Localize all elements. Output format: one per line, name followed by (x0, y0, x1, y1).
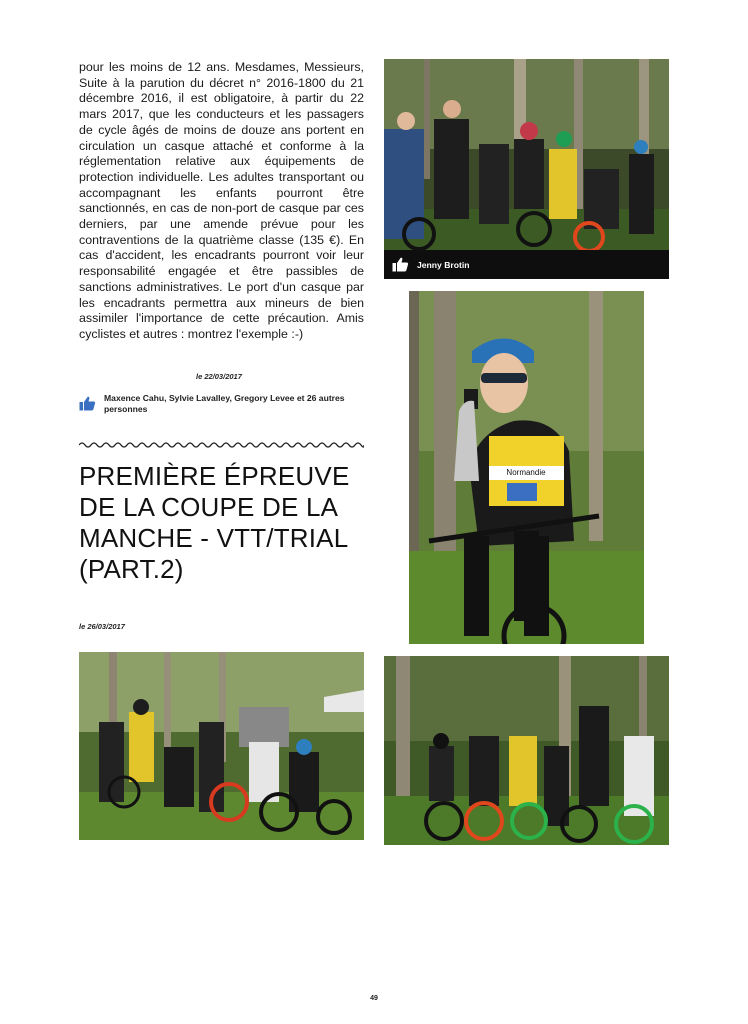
thumbs-up-icon[interactable] (392, 257, 409, 272)
jersey-text: Normandie (506, 468, 546, 477)
likes-row (79, 393, 364, 415)
article-title: PREMIÈRE ÉPREUVE DE LA COUPE DE LA MANCHE - VTT/TRIAL (PART.2) (79, 461, 350, 584)
photo-caption-name: Jenny Brotin (417, 259, 470, 270)
thumbs-up-icon[interactable] (79, 396, 96, 411)
photo-boy-helmet[interactable] (409, 291, 644, 644)
article-paragraph: pour les moins de 12 ans. Mesdames, Messieurs, Suite à la parution du décret n° 2016-1800 du 21 décembre 2016, il est obligatoire, à partir du 22 mars 2017, que les conducteurs et les passagers de cycle âgés de moins de douze ans portent en circulation un casque attaché et conforme à la réglementation relative aux équipements de protection individuelle. Les adultes transportant ou accompagnant les enfants pourront être sanctionnés, en cas de non-port de casque par ces derniers, par une amende prévue pour les contraventions de la quatrième classe (135 €). En cas d'accident, les encadrants pourront voir leur responsabilité engagée et être passibles de sanctions administratives. Le port d'un casque par les encadrants permettra aux mineurs de bien assimiler l'importance de cette précaution. Amis cyclistes et autres : montrez l'exemple :-) (79, 60, 364, 341)
likes-names: Maxence Cahu, Sylvie Lavalley, Gregory Levee et 26 autres personnes (104, 393, 345, 414)
page-number: 49 (370, 995, 378, 1002)
photo-group-top[interactable] (384, 59, 669, 250)
article-date: le 22/03/2017 (196, 372, 242, 381)
photo-group-bottom[interactable] (384, 656, 669, 845)
wavy-divider (79, 441, 364, 449)
photo-race-start[interactable] (79, 652, 364, 840)
article-date-2: le 26/03/2017 (79, 622, 125, 631)
photo-caption-bar (384, 250, 669, 279)
